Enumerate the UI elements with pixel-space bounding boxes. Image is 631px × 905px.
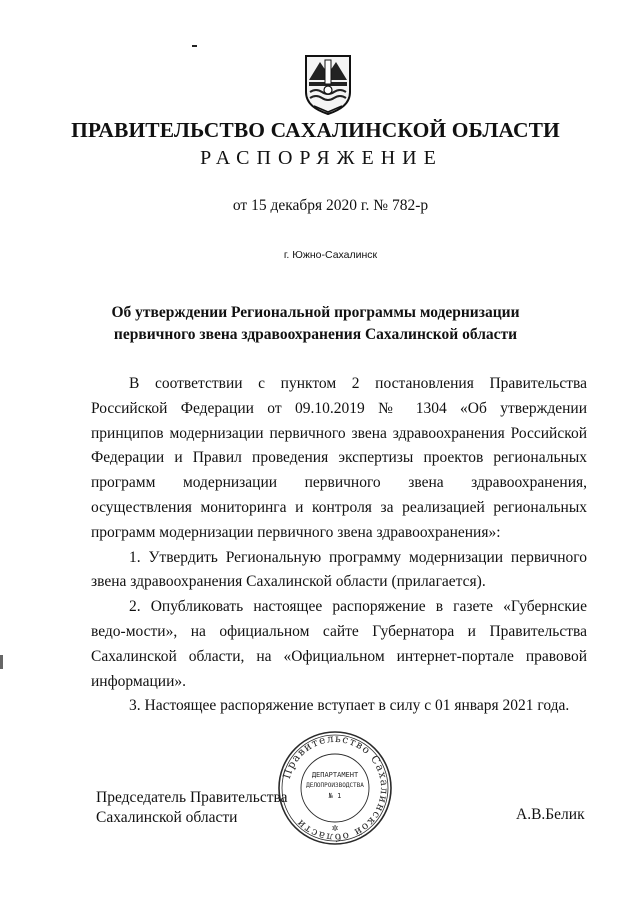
svg-text:Правительство Сахалинской обла: Правительство Сахалинской области [280, 732, 391, 844]
order-item-3: 3. Настоящее распоряжение вступает в силу с 01 января 2021 года. [129, 697, 570, 715]
svg-text:№ 1: № 1 [328, 792, 342, 800]
svg-text:✲: ✲ [331, 824, 339, 833]
document-type: РАСПОРЯЖЕНИЕ [200, 147, 443, 169]
subject-line: первичного звена здравоохранения Сахалинской области [113, 326, 518, 343]
scan-speck [192, 45, 197, 47]
document-body [91, 372, 587, 719]
official-stamp-icon [276, 729, 394, 847]
order-item-2: 2. Опубликовать настоящее распоряжение в газете «Губернские ведо-мости», на официальном сайте Губернатора и Правительства Сахалинской области, на «Официальном интернет-портале правовой информации». [91, 598, 587, 690]
svg-text:ДЕПАРТАМЕНТ: ДЕПАРТАМЕНТ [311, 771, 359, 779]
preamble-paragraph: В соответствии с пунктом 2 постановления Правительства Российской Федерации от 09.10.2019 № 1304 «Об утверждении принципов модернизации первичного звена здравоохранения Российской Федерации и Правил проведения экспертизы проектов региональных программ модернизации первичного звена здравоохранения, осуществления мониторинга и контроля за реализацией региональных программ модернизации первичного звена здравоохранения»: [91, 375, 587, 541]
svg-text:ДЕЛОПРОИЗВОДСТВА: ДЕЛОПРОИЗВОДСТВА [306, 782, 364, 789]
order-item-1: 1. Утвердить Региональную программу модернизации первичного звена здравоохранения Сахалинской области (прилагается). [91, 548, 587, 591]
document-city: г. Южно-Сахалинск [283, 249, 378, 261]
subject-line: Об утверждении Региональной программы модернизации [111, 304, 520, 321]
document-date-number: от 15 декабря 2020 г. № 782-р [232, 197, 429, 214]
scan-speck [0, 655, 3, 669]
signer-position [96, 788, 288, 828]
signer-position-line: Сахалинской области [96, 809, 238, 826]
signer-position-line: Председатель Правительства [96, 789, 288, 806]
sakhalin-coat-of-arms-icon [300, 52, 356, 116]
document-subject [0, 302, 631, 346]
government-title: ПРАВИТЕЛЬСТВО САХАЛИНСКОЙ ОБЛАСТИ [71, 118, 560, 142]
signer-name: А.В.Белик [516, 806, 585, 823]
